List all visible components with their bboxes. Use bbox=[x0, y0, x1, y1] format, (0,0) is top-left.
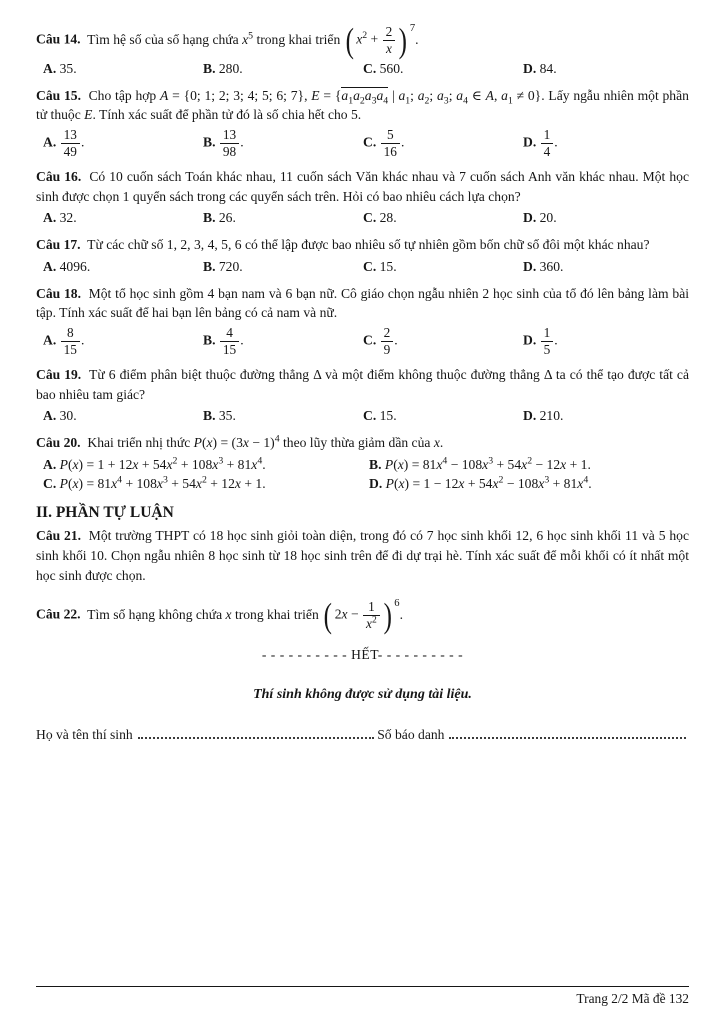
question-label: Câu 19. bbox=[36, 366, 82, 382]
answer-options bbox=[43, 59, 689, 79]
option-b: B. $\frac{13}{98}$ . bbox=[203, 127, 244, 160]
option-label: C. bbox=[363, 408, 377, 424]
question-text: Tìm hệ số của số hạng chứa $x^5$ trong khai triển ( $x^2$ + $\frac{2}{x}$ ) 7 . bbox=[87, 20, 419, 60]
notice: Thí sinh không được sử dụng tài liệu. bbox=[253, 687, 472, 703]
question-text: Một trường THPT có 18 học sinh giỏi toàn diện, trong đó có 7 học sinh khối 12, 6 học sinh khối 11 và 5 học sinh khối 10. Chọn ngẫu nhiên 8 học sinh từ 18 học sinh trên để đi dự trại hè. Tính xác suất để mỗi khối có ít nhất một học sinh được chọn. bbox=[36, 528, 689, 583]
option-label: B. bbox=[203, 408, 216, 424]
question-19 bbox=[36, 365, 689, 426]
answer-options bbox=[43, 325, 689, 358]
question-label: Câu 14. bbox=[36, 31, 81, 47]
question-text: Khai triển nhị thức $P(x) = (3x - 1)^4$ theo lũy thừa giảm dần của x. bbox=[87, 433, 444, 451]
answer-options bbox=[43, 208, 689, 228]
option-d: D. $\frac{1}{4}$ . bbox=[523, 127, 558, 160]
option-b: B. $P(x) = 81x^4 - 108x^3 + 54x^2 - 12x + 1$. bbox=[369, 455, 591, 472]
question-16 bbox=[36, 167, 689, 228]
option-d: D. 84. bbox=[523, 60, 557, 76]
question-label: Câu 15. bbox=[36, 87, 81, 103]
question-text: Có 10 cuốn sách Toán khác nhau, 11 cuốn sách Văn khác nhau và 7 cuốn sách Anh văn khác nhau. Một học sinh được chọn 1 quyển sách trong các quyển sách trên. Hỏi có bao nhiêu cách lựa chọn? bbox=[36, 169, 689, 204]
option-label: D. bbox=[523, 134, 537, 150]
option-a: A. 35. bbox=[43, 60, 77, 76]
candidate-line bbox=[36, 727, 689, 743]
name-label: Họ và tên thí sinh bbox=[36, 727, 133, 743]
option-label: C. bbox=[363, 332, 377, 348]
question-22 bbox=[36, 596, 689, 635]
option-c: C. 560. bbox=[363, 60, 404, 76]
option-a: A. 4096. bbox=[43, 258, 91, 274]
question-flow bbox=[36, 20, 690, 635]
option-b: B. 280. bbox=[203, 60, 243, 76]
option-label: A. bbox=[43, 258, 57, 274]
option-b: B. 35. bbox=[203, 408, 236, 424]
question-text: Từ 6 điểm phân biệt thuộc đường thẳng Δ và một điểm không thuộc đường thẳng Δ ta có thể tạo được tất cả bao nhiêu tam giác? bbox=[36, 366, 689, 402]
option-label: D. bbox=[523, 210, 537, 226]
option-label: B. bbox=[203, 210, 216, 226]
option-a: A. $P(x) = 1 + 12x + 54x^2 + 108x^3 + 81x^4$. bbox=[43, 455, 266, 472]
option-label: B. bbox=[369, 456, 382, 472]
option-a: A. 32. bbox=[43, 210, 77, 226]
option-d: D. $P(x) = 1 - 12x + 54x^2 - 108x^3 + 81x^4$. bbox=[369, 474, 592, 492]
option-label: D. bbox=[523, 408, 537, 424]
question-20 bbox=[36, 433, 689, 494]
option-b: B. 26. bbox=[203, 210, 236, 226]
option-b: B. $\frac{4}{15}$ . bbox=[203, 324, 244, 357]
answer-options bbox=[43, 455, 689, 494]
dotted-leader bbox=[449, 737, 686, 739]
question-21 bbox=[36, 526, 689, 585]
option-label: A. bbox=[43, 60, 57, 76]
question-text: Một tổ học sinh gồm 4 bạn nam và 6 bạn nữ. Cô giáo chọn ngẫu nhiên 2 học sinh của tổ đó lên bảng làm bài tập. Tính xác suất để hai bạn lên bảng có cả nam và nữ. bbox=[36, 285, 690, 321]
option-label: D. bbox=[523, 332, 537, 348]
option-label: A. bbox=[43, 332, 57, 348]
option-d: D. 210. bbox=[523, 408, 564, 424]
answer-options bbox=[43, 127, 689, 160]
option-label: C. bbox=[363, 60, 377, 76]
option-c: C. 28. bbox=[363, 210, 397, 226]
dotted-leader bbox=[138, 737, 375, 739]
option-label: D. bbox=[369, 476, 383, 492]
option-b: B. 720. bbox=[203, 258, 243, 274]
option-label: D. bbox=[523, 60, 537, 76]
option-label: C. bbox=[363, 258, 377, 274]
option-c: C. $\frac{2}{9}$ . bbox=[363, 324, 398, 357]
question-text: Tìm số hạng không chứa x trong khai triển ( 2x − $\frac{1}{x^2}$ ) 6 . bbox=[87, 596, 403, 635]
question-label: Câu 21. bbox=[36, 528, 82, 544]
option-label: A. bbox=[43, 210, 57, 226]
option-c: C. $\frac{5}{16}$ . bbox=[363, 127, 405, 160]
option-label: A. bbox=[43, 456, 57, 472]
question-17 bbox=[36, 235, 689, 276]
end-marker: - - - - - - - - - - HẾT- - - - - - - - - - bbox=[261, 647, 464, 663]
page-footer bbox=[36, 986, 689, 1007]
question-18 bbox=[36, 284, 689, 358]
question-text: Từ các chữ số 1, 2, 3, 4, 5, 6 có thể lập được bao nhiêu số tự nhiên gồm bốn chữ số đôi một khác nhau? bbox=[87, 237, 650, 253]
option-c: C. 15. bbox=[363, 258, 397, 274]
question-text: Cho tập hợp A = {0; 1; 2; 3; 4; 5; 6; 7}, $E = \{a_1a_2a_3a_4$ | $a_1$; $a_2$; $a_3$; $a_4$ ∈ A, $a_1 \ne 0$}. Lấy ngẫu nhiên một phần tử thuộc E. Tính xác suất để phần tử đó là số chia hết cho 5. bbox=[36, 87, 689, 123]
answer-options bbox=[43, 257, 689, 277]
question-label: Câu 22. bbox=[36, 606, 81, 622]
option-label: B. bbox=[203, 332, 216, 348]
option-c: C. 15. bbox=[363, 408, 397, 424]
option-c: C. $P(x) = 81x^4 + 108x^3 + 54x^2 + 12x + 1$. bbox=[43, 474, 266, 492]
section-heading: II. PHẦN TỰ LUẬN bbox=[36, 504, 174, 522]
answer-options bbox=[43, 406, 689, 426]
option-label: B. bbox=[203, 134, 216, 150]
option-d: D. 360. bbox=[523, 258, 564, 274]
option-label: C. bbox=[363, 134, 377, 150]
option-a: A. $\frac{13}{49}$ . bbox=[43, 127, 85, 160]
question-14 bbox=[36, 20, 689, 79]
option-a: A. 30. bbox=[43, 408, 77, 424]
question-label: Câu 16. bbox=[36, 169, 82, 185]
option-label: A. bbox=[43, 408, 57, 424]
option-a: A. $\frac{8}{15}$ . bbox=[43, 324, 85, 357]
question-15 bbox=[36, 86, 689, 160]
question-label: Câu 20. bbox=[36, 435, 81, 451]
option-label: C. bbox=[363, 210, 377, 226]
option-d: D. $\frac{1}{5}$ . bbox=[523, 324, 558, 357]
option-label: D. bbox=[523, 258, 537, 274]
option-label: C. bbox=[43, 476, 57, 492]
page-number: Trang 2/2 Mã đề 132 bbox=[576, 991, 689, 1006]
question-label: Câu 17. bbox=[36, 237, 81, 253]
option-label: B. bbox=[203, 60, 216, 76]
question-label: Câu 18. bbox=[36, 285, 81, 301]
option-label: B. bbox=[203, 258, 216, 274]
id-label: Số báo danh bbox=[377, 727, 445, 743]
option-label: A. bbox=[43, 134, 57, 150]
option-d: D. 20. bbox=[523, 210, 557, 226]
